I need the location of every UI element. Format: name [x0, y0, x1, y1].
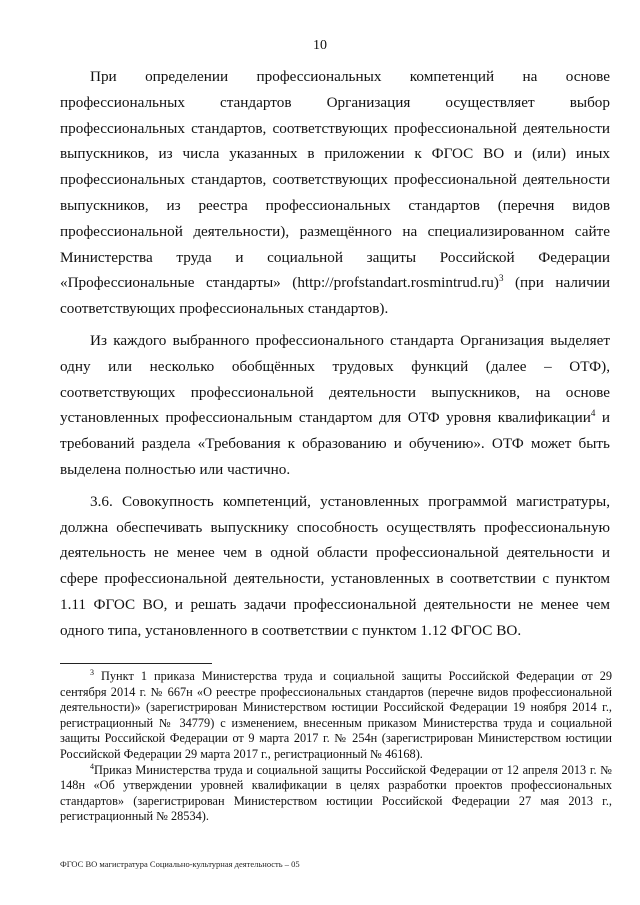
footnote-marker: 3 [90, 667, 94, 677]
footnote-text: Приказ Министерства труда и социальной защиты Российской Федерации от 12 апреля 2013 г. № 148н «Об утверждении уровней квалификации в целях разработки проектов профессиональных стандартов» (зарегистрирован Министерством юстиции Российской Федерации 27 мая 2013 г., регистрационный № 28534). [60, 762, 612, 824]
footnote-ref-3[interactable]: 3 [498, 273, 504, 284]
document-footer: ФГОС ВО магистратура Социально-культурная деятельность – 05 [60, 859, 300, 869]
main-text [60, 64, 610, 644]
footnote-text: Пункт 1 приказа Министерства труда и социальной защиты Российской Федерации от 29 сентября 2014 г. № 667н «О реестре профессиональных стандартов (перечне видов профессиональной деятельности)» (зарегистрирован Министерством юстиции Российской Федерации 19 ноября 2014 г., регистрационный № 34779) с изменением, внесенным приказом Министерства труда и социальной защиты Российской Федерации от 9 марта 2017 г. № 254н (зарегистрирован Министерством юстиции Российской Федерации 29 марта 2017 г., регистрационный № 46168). [60, 669, 612, 761]
footnote-marker: 4 [90, 761, 94, 771]
page-number: 10 [313, 38, 327, 53]
footnote-4 [60, 763, 612, 825]
footnote-divider [60, 663, 212, 664]
footnotes [60, 669, 612, 825]
footnote-3 [60, 669, 612, 763]
footnote-ref-4[interactable]: 4 [590, 408, 596, 419]
paragraph-professional-standards: При определении профессиональных компетенций на основе профессиональных стандартов Организация осуществляет выбор профессиональных стандартов, соответствующих профессиональной деятельности выпускников, из числа указанных в приложении к ФГОС ВО и (или) иных профессиональных стандартов, соответствующих профессиональной деятельности выпускников, из реестра профессиональных стандартов (перечня видов профессиональной деятельности), размещённого на специализированном сайте Министерства труда и социальной защиты Российской Федерации «Профессиональные стандарты» (http://profstandart.rosmintrud.ru)$^3$ (при наличии соответствующих профессиональных стандартов). [60, 68, 611, 318]
paragraph-otf: Из каждого выбранного профессионального стандарта Организация выделяет одну или несколько обобщённых трудовых функций (далее – ОТФ), соответствующих профессиональной деятельности выпускников, на основе установленных профессиональным стандартом для ОТФ уровня квалификации$^4$ и требований раздела «Требования к образованию и обучению». ОТФ может быть выделена полностью или частично. [60, 331, 610, 478]
paragraph-3-6: 3.6. Совокупность компетенций, установленных программой магистратуры, должна обеспечивать выпускнику способность осуществлять профессиональную деятельность не менее чем в одной области профессиональной деятельности и сфере профессиональной деятельности, установленных в соответствии с пунктом 1.11 ФГОС ВО, и решать задачи профессиональной деятельности не менее чем одного типа, установленного в соответствии с пунктом 1.12 ФГОС ВО. [60, 492, 610, 639]
